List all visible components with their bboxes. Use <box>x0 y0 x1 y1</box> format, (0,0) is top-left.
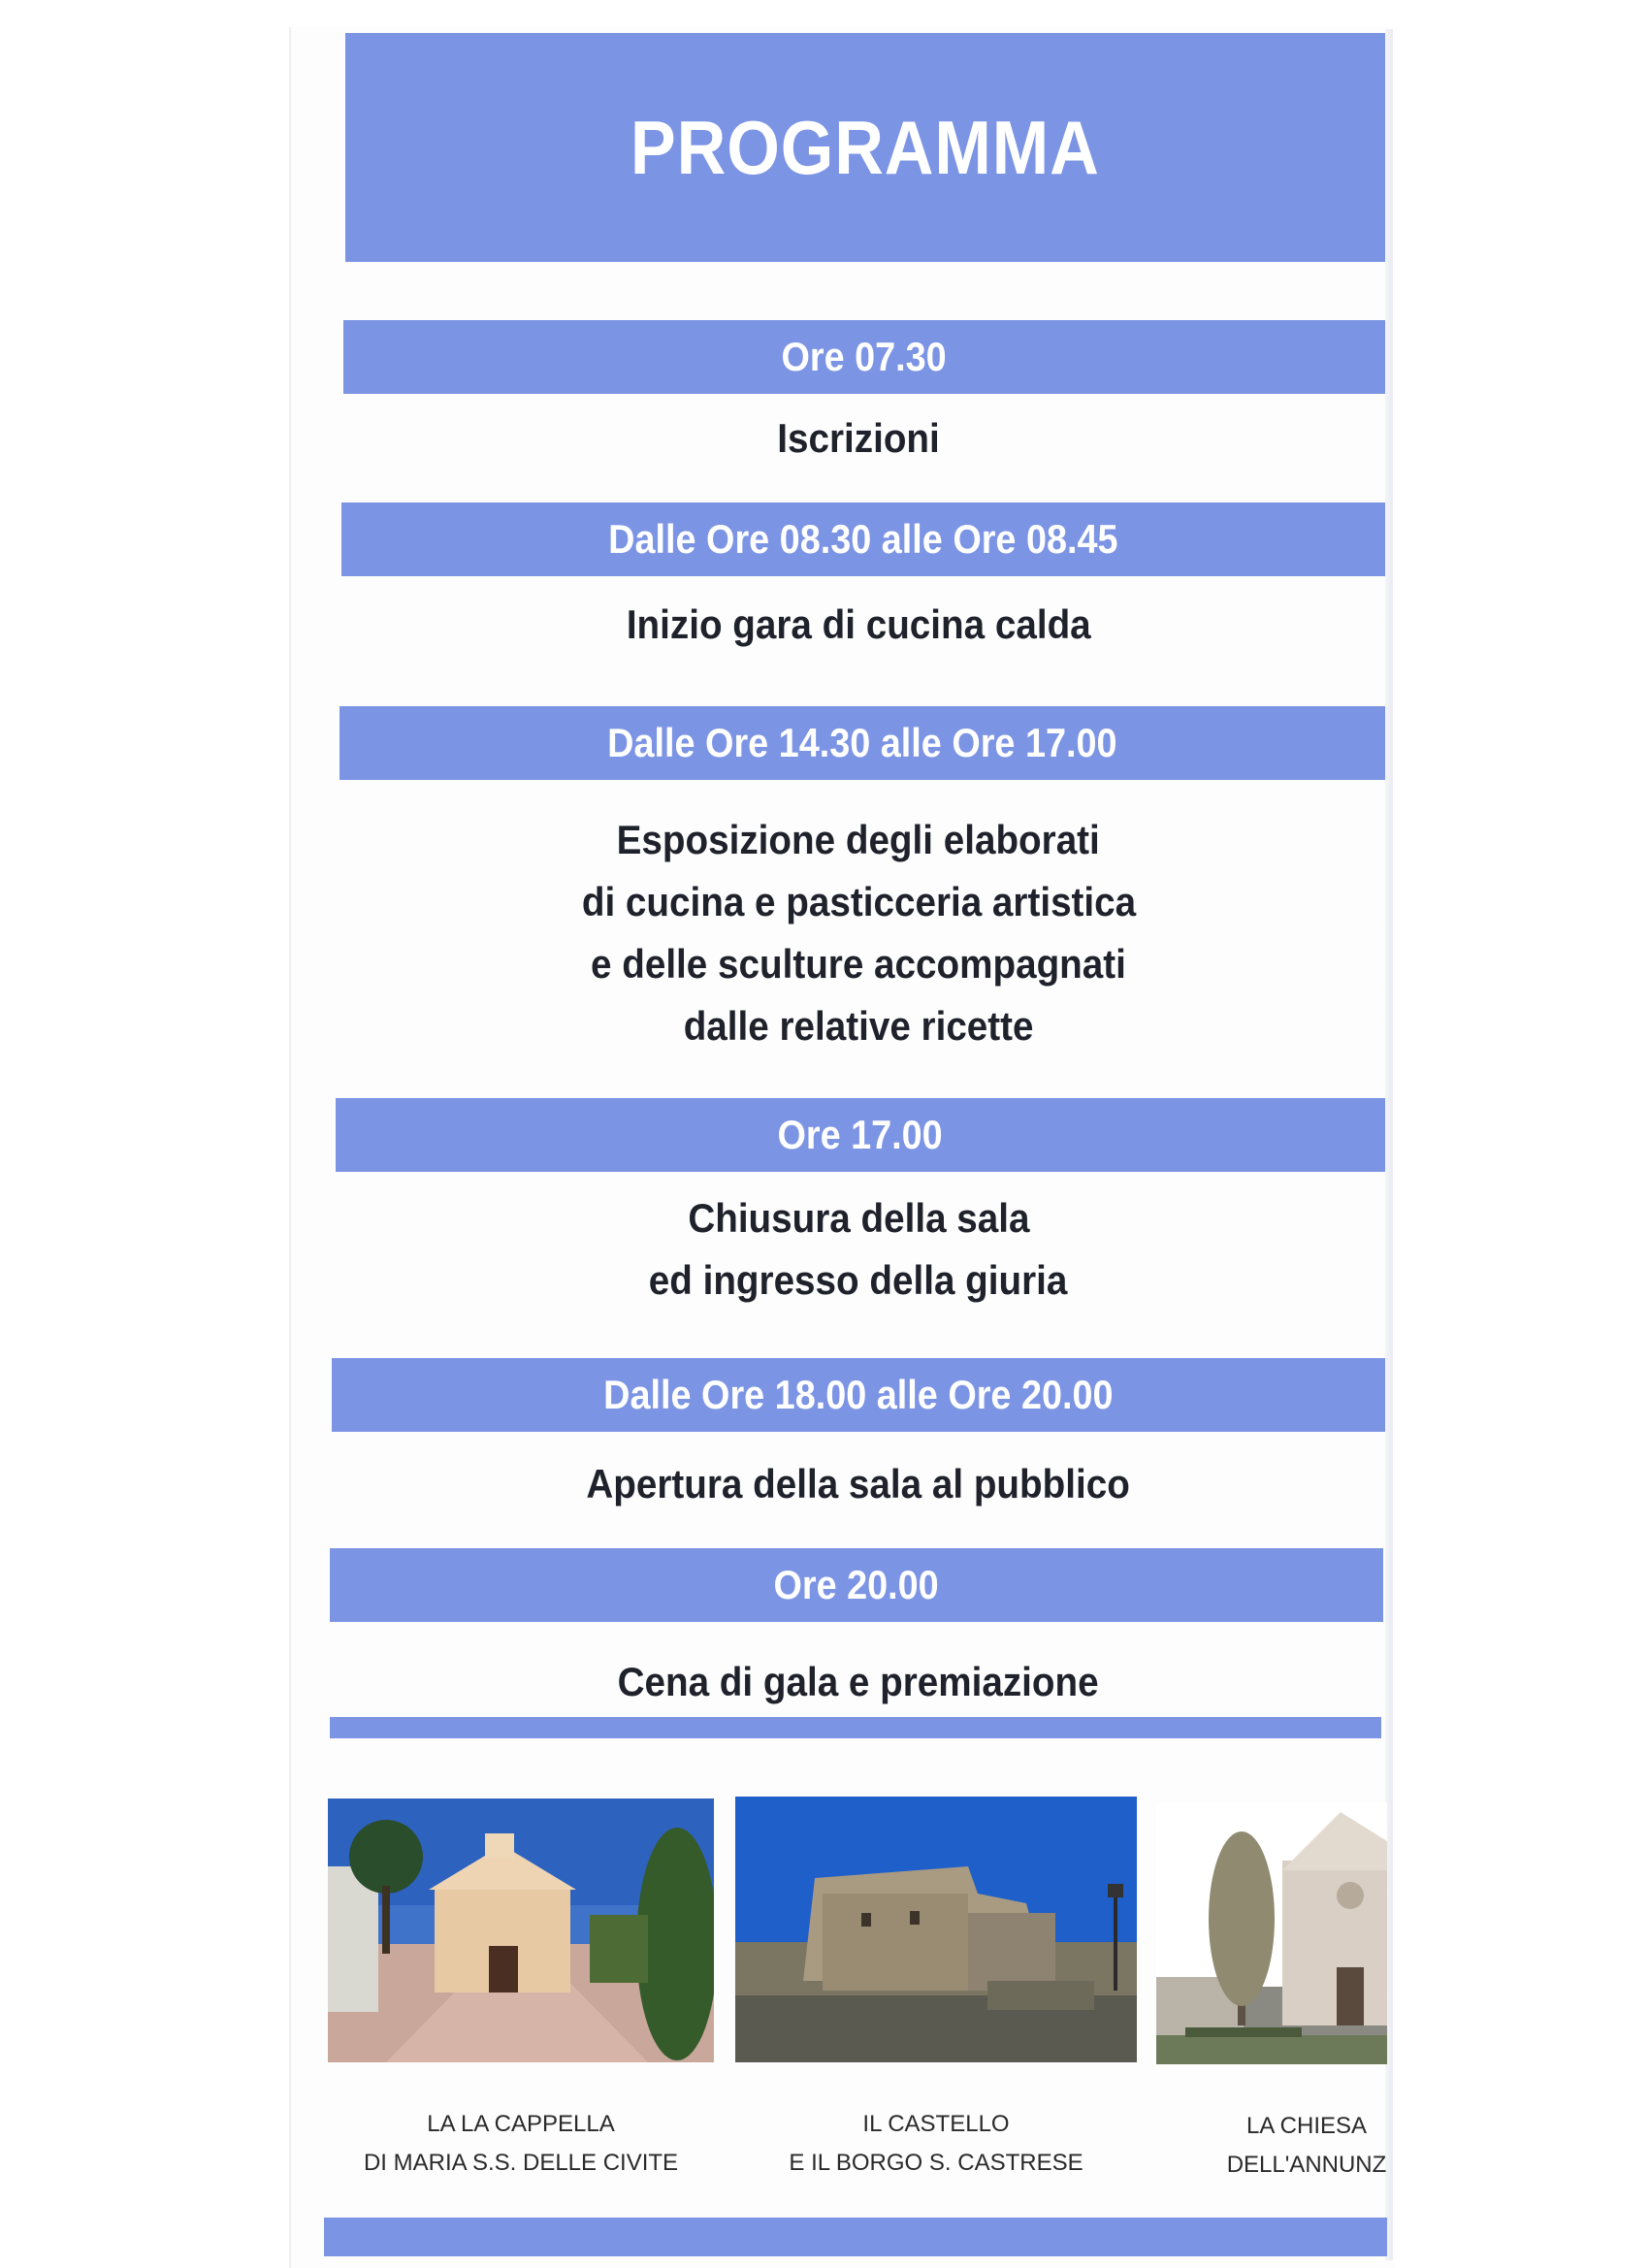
chapel-photo <box>328 1798 714 2062</box>
time-label: Ore 17.00 <box>777 1112 944 1157</box>
time-label: Dalle Ore 18.00 alle Ore 20.00 <box>603 1372 1114 1417</box>
bottom-band <box>324 2218 1387 2256</box>
caption-line: IL CASTELLO <box>862 2111 1010 2137</box>
item-line: Iscrizioni <box>777 415 940 461</box>
caption-line: LA LA CAPPELLA <box>427 2111 615 2137</box>
chapel-caption <box>328 2105 714 2183</box>
item-line: Apertura della sala al pubblico <box>586 1461 1131 1507</box>
church-caption-clip <box>1156 2107 1387 2194</box>
title-band <box>345 33 1385 262</box>
schedule-item-6 <box>330 1651 1387 1713</box>
item-line: e delle sculture accompagnati <box>591 941 1126 987</box>
time-label: Dalle Ore 14.30 alle Ore 17.00 <box>607 720 1117 765</box>
caption-line: LA CHIESA <box>1245 2113 1368 2139</box>
caption-line: DI MARIA S.S. DELLE CIVITE <box>363 2150 679 2176</box>
castle-photo <box>735 1797 1137 2062</box>
time-band-4 <box>336 1098 1385 1172</box>
item-line: ed ingresso della giuria <box>649 1257 1068 1303</box>
time-label: Dalle Ore 08.30 alle Ore 08.45 <box>608 516 1118 562</box>
caption-line: E IL BORGO S. CASTRESE <box>789 2150 1083 2176</box>
divider-band <box>330 1717 1381 1738</box>
time-band-5 <box>332 1358 1385 1432</box>
schedule-item-4 <box>330 1187 1387 1312</box>
item-line: dalle relative ricette <box>683 1003 1034 1049</box>
page-title: PROGRAMMA <box>630 104 1100 190</box>
church-caption <box>1156 2107 1387 2185</box>
time-label: Ore 07.30 <box>781 334 948 379</box>
time-band-3 <box>340 706 1385 780</box>
time-label: Ore 20.00 <box>773 1562 940 1607</box>
time-band-2 <box>341 502 1385 576</box>
schedule-item-5 <box>330 1453 1387 1515</box>
castle-caption <box>735 2105 1137 2183</box>
item-line: Chiusura della sala <box>687 1195 1030 1241</box>
caption-line: DELL'ANNUNZ <box>1226 2152 1387 2178</box>
time-band-1 <box>343 320 1385 394</box>
schedule-item-3 <box>330 809 1387 1057</box>
item-line: Inizio gara di cucina calda <box>626 601 1091 647</box>
item-line: di cucina e pasticceria artistica <box>581 879 1136 924</box>
church-photo <box>1156 1802 1387 2064</box>
schedule-item-2 <box>330 594 1387 656</box>
time-band-6 <box>330 1548 1383 1622</box>
schedule-item-1 <box>330 407 1387 470</box>
item-line: Esposizione degli elaborati <box>616 817 1101 862</box>
item-line: Cena di gala e premiazione <box>617 1659 1100 1704</box>
